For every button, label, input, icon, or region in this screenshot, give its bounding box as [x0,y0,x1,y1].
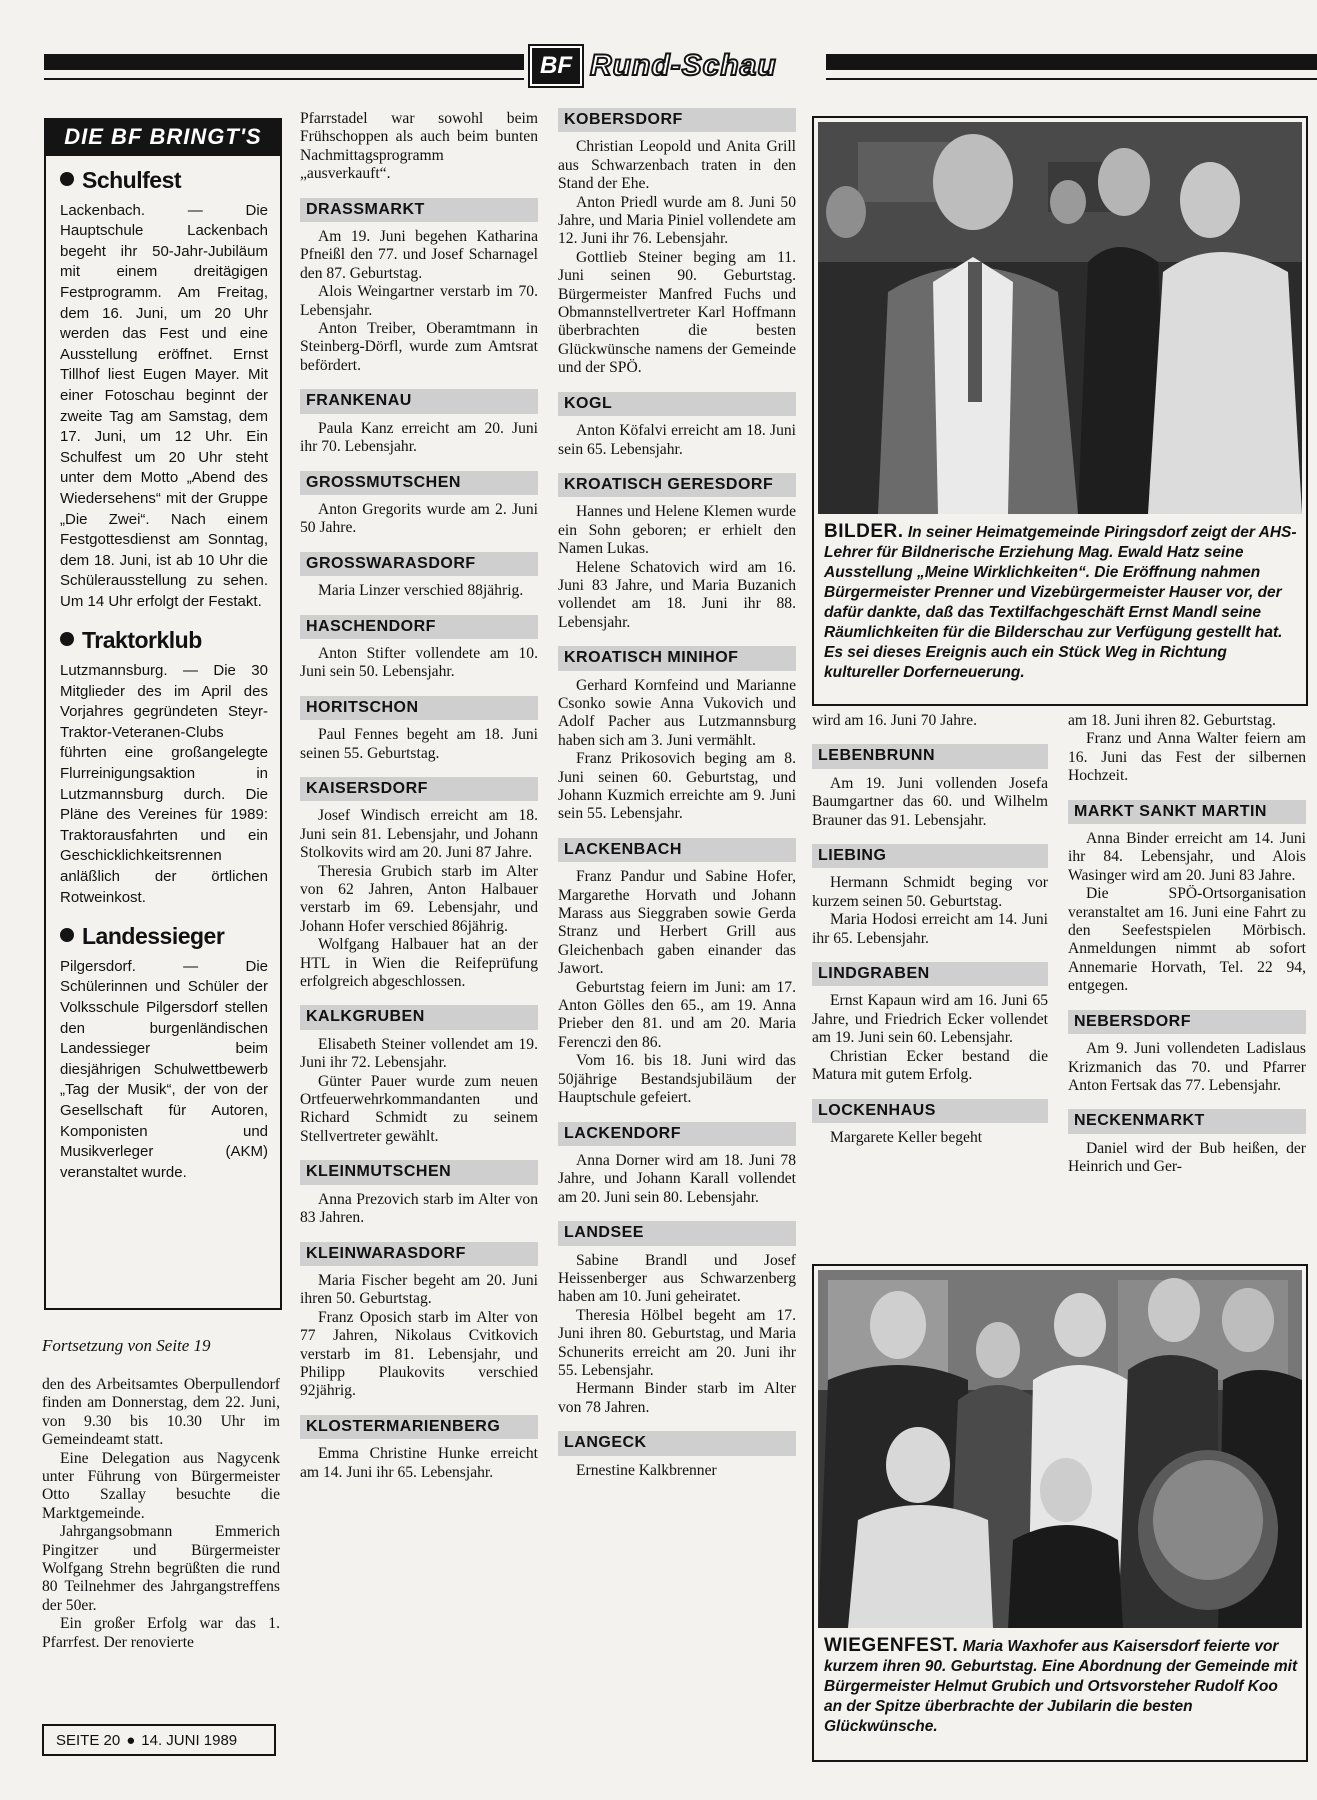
news-paragraph: Anna Binder erreicht am 14. Juni ihr 84. Lebensjahr, und Alois Wasinger wird am 20. Juni 83 Jahre. [1068,830,1306,884]
logo-section: Rund-Schau [590,49,777,82]
news-paragraph: Wolfgang Halbauer hat an der HTL in Wien die Reifeprüfung erfolgreich abgeschlossen. [300,936,538,991]
news-paragraph: Daniel wird der Bub heißen, der Heinrich und Ger- [1068,1139,1306,1176]
birthday-image [818,1270,1302,1628]
news-paragraph: Am 19. Juni begehen Katharina Pfneißl den 77. und Josef Scharnagel den 87. Geburtstag. [300,228,538,282]
sidebar-body [46,167,280,1183]
place-heading: NECKENMARKT [1068,1109,1306,1133]
exhibition-caption [824,522,1298,683]
logo-bf: BF [530,46,582,86]
bullet-icon [60,632,74,646]
news-paragraph: Anton Köfalvi erreicht am 18. Juni sein 65. Lebensjahr. [558,422,796,458]
masthead-rule-left [44,78,524,80]
news-paragraph: Franz Oposich starb im Alter von 77 Jahren, Nikolaus Cvitkovich verstarb im 81. Lebensjahr, und Philipp Plaukovits verschied 92jährig. [300,1308,538,1400]
place-heading: LANGECK [558,1431,796,1455]
column-5 [1068,712,1306,1177]
news-paragraph: Maria Hodosi erreicht am 14. Juni ihr 65. Lebensjahr. [812,911,1048,947]
news-paragraph: Hermann Binder starb im Alter von 78 Jahren. [558,1380,796,1416]
news-paragraph: Theresia Hölbel begeht am 17. Juni ihren 80. Geburtstag, und Maria Schunerits erreicht am 20. Juni ihr 55. Lebensjahr. [558,1306,796,1379]
masthead-rule-right [826,78,1317,80]
place-heading: NEBERSDORF [1068,1010,1306,1034]
place-heading: KLEINWARASDORF [300,1242,538,1266]
place-heading: KOBERSDORF [558,108,796,132]
news-paragraph: Anna Dorner wird am 18. Juni 78 Jahre, und Johann Karall vollendet am 20. Juni sein 80. Lebensjahr. [558,1151,796,1206]
place-heading: KROATISCH MINIHOF [558,646,796,670]
column-intro-2: Franz und Anna Walter feiern am 16. Juni das Fest der silbernen Hochzeit. [1068,730,1306,785]
news-paragraph: Elisabeth Steiner vollendet am 19. Juni ihr 72. Lebensjahr. [300,1035,538,1072]
column-3 [558,104,796,1480]
news-paragraph: Anna Prezovich starb im Alter von 83 Jahren. [300,1190,538,1227]
news-paragraph: Gerhard Kornfeind und Marianne Csonko sowie Anna Vukovich und Adolf Pacher aus Lutzmannsburg haben sich am 3. Juni vermählt. [558,676,796,749]
news-paragraph: Vom 16. bis 18. Juni wird das 50jährige Bestandsjubiläum der Hauptschule gefeiert. [558,1052,796,1107]
column-intro: Pfarrstadel war sowohl beim Frühschoppen als auch beim bunten Nachmittagsprogramm „ausverkauft“. [300,110,538,183]
caption-lead: BILDER. [824,521,904,542]
place-heading: KROATISCH GERESDORF [558,473,796,497]
news-paragraph: Christian Leopold und Anita Grill aus Schwarzenbach traten in den Stand der Ehe. [558,138,796,193]
birthday-caption [824,1636,1298,1737]
news-paragraph: Alois Weingartner verstarb im 70. Lebensjahr. [300,283,538,319]
place-heading: MARKT SANKT MARTIN [1068,800,1306,824]
continuation-label: Fortsetzung von Seite 19 [42,1336,211,1355]
sidebar-heading: Schulfest [60,170,268,191]
news-paragraph: Theresia Grubich starb im Alter von 62 Jahren, Anton Halbauer verstarb im 69. Lebensjahr, und Johann Hofer verschied 86jährig. [300,862,538,935]
photo-exhibition [812,116,1308,706]
news-paragraph: Paula Kanz erreicht am 20. Juni ihr 70. Lebensjahr. [300,419,538,456]
caption-text: Maria Waxhofer aus Kaisersdorf feierte vor kurzem ihren 90. Geburtstag. Eine Abordnung der Gemeinde mit Bürgermeister Helmut Grubich und Ortsvorsteher Rudolf Koo an der Spitze überbrachte der Jubilarin die besten Glückwünsche. [824,1638,1298,1735]
news-paragraph: Franz Pandur und Sabine Hofer, Margarethe Horvath und Johann Marass aus Sieggraben sowie Gerda Stranz und Herbert Grill aus Gleichenbach gaben einander das Jawort. [558,868,796,978]
news-paragraph: Sabine Brandl und Josef Heissenberger aus Schwarzenberg haben am 10. Juni geheiratet. [558,1251,796,1306]
place-heading: LACKENDORF [558,1122,796,1146]
place-heading: KLOSTERMARIENBERG [300,1415,538,1439]
news-paragraph: Maria Fischer begeht am 20. Juni ihren 50. Geburtstag. [300,1271,538,1308]
news-paragraph: Emma Christine Hunke erreicht am 14. Juni ihr 65. Lebensjahr. [300,1445,538,1481]
news-paragraph: Hermann Schmidt beging vor kurzem seinen 50. Geburtstag. [812,874,1048,910]
sidebar-text: Lackenbach. — Die Hauptschule Lackenbach begeht ihr 50-Jahr-Jubiläum mit einem dreitägigen Festprogramm. Am Freitag, dem 16. Juni, um 20 Uhr werden das Fest und eine Ausstellung eröffnet. Ernst Tillhof liest Eugen Mayer. Mit einer Fotoschau beginnt der zweite Tag am Samstag, dem 17. Juni, um 12 Uhr. Ein Schulfest um 20 Uhr steht unter dem Motto „Abend des Wiedersehens“ mit der Gruppe „Die Zwei“. Nach einem Festgottesdienst am Sonntag, dem 18. Juni, ist ab 10 Uhr die Schülerausstellung zu sehen. Um 14 Uhr erfolgt der Festakt. [60,201,268,610]
news-paragraph: Margarete Keller begeht [830,1128,983,1146]
place-heading: FRANKENAU [300,389,538,413]
place-heading: LINDGRABEN [812,962,1048,986]
place-heading: HORITSCHON [300,696,538,720]
news-paragraph: Ernestine Kalkbrenner [576,1461,717,1479]
news-paragraph: Am 19. Juni vollenden Josefa Baumgartner das 60. und Wilhelm Brauner das 91. Lebensjahr. [812,774,1048,829]
news-paragraph: Anton Stifter vollendete am 10. Juni sein 50. Lebensjahr. [300,644,538,681]
sidebar-box [44,118,282,1310]
birthday-photo-icon [818,1270,1302,1628]
news-paragraph: Maria Linzer verschied 88jährig. [318,582,524,600]
column-intro: am 18. Juni ihren 82. Geburtstag. [1068,712,1276,729]
exhibition-photo-icon [818,122,1302,514]
caption-lead: WIEGENFEST. [824,1635,959,1656]
place-heading: GROSSWARASDORF [300,552,538,576]
news-paragraph: Helene Schatovich wird am 16. Juni 83 Jahre, und Maria Buzanich vollendet am 18. Juni ihr 88. Lebensjahr. [558,558,796,631]
news-paragraph: Hannes und Helene Klemen wurde ein Sohn geboren; er erhielt den Namen Lukas. [558,503,796,558]
place-heading: LEBENBRUNN [812,744,1048,768]
masthead-bar-left [44,54,524,70]
sidebar-heading: Landessieger [60,926,268,947]
sidebar-text: Pilgersdorf. — Die Schülerinnen und Schüler der Volksschule Pilgersdorf stellen den burgenländischen Landessieger beim diesjährigen Schulwettbewerb „Tag der Musik“, der von der Gesellschaft für Autoren, Komponisten und Musikverleger (AKM) veranstaltet wurde. [60,957,268,1181]
news-paragraph: Paul Fennes begeht am 18. Juni seinen 55. Geburtstag. [300,726,538,762]
place-heading: LOCKENHAUS [812,1099,1048,1123]
sidebar-title: DIE BF BRINGT'S [46,120,280,156]
column-2 [300,110,538,1482]
place-heading: KAISERSDORF [300,777,538,801]
news-paragraph: Ernst Kapaun wird am 16. Juni 65 Jahre, und Friedrich Ecker vollendet am 19. Juni sein 60. Lebensjahr. [812,992,1048,1047]
news-paragraph: Anton Priedl wurde am 8. Juni 50 Jahre, und Maria Piniel vollendete am 12. Juni ihr 76. Lebensjahr. [558,193,796,248]
sidebar-heading: Traktorklub [60,630,268,651]
place-heading: LIEBING [812,844,1048,868]
page-number: SEITE 20 [56,1731,121,1749]
place-heading: KOGL [558,392,796,416]
column-intro: wird am 16. Juni 70 Jahre. [812,712,978,729]
masthead-bar-right [826,54,1317,70]
place-heading: KALKGRUBEN [300,1005,538,1029]
exhibition-image [818,122,1302,514]
continuation-text: den des Arbeitsamtes Oberpullendorf finden am Donnerstag, dem 22. Juni, von 9.30 bis 10.30 Uhr im Gemeindeamt statt. Eine Delegation aus Nagycenk unter Führung von Bürgermeister Otto Szallay besuchte die Marktgemeinde. Jahrgangsobmann Emmerich Pingitzer und Bürgermeister Wolfgang Strehn begrüßten die rund 80 Teilnehmer des Jahrgangstreffens der 50er. Ein großer Erfolg war das 1. Pfarrfest. Der renovierte [42,1376,280,1651]
page-date: 14. JUNI 1989 [141,1731,238,1749]
news-paragraph: Gottlieb Steiner beging am 11. Juni seinen 90. Geburtstag. Bürgermeister Manfred Fuchs und Obmannstellvertreter Karl Hoffmann überbrachten die besten Glückwünsche namens der Gemeinde und der SPÖ. [558,248,796,377]
sidebar-text: Lutzmannsburg. — Die 30 Mitglieder des im April des Vorjahres gegründeten Steyr-Traktor-Veteranen-Clubs führten eine großangelegte Flurreinigungsaktion in Lutzmannsburg durch. Die Pläne des Vereines für 1989: Traktorausfahrten und ein Geschicklichkeitsrennen anläßlich der örtlichen Rotweinkost. [60,662,268,906]
column-4 [812,712,1048,1147]
page-footer [42,1724,276,1756]
bullet-icon [60,172,74,186]
news-paragraph: Anton Treiber, Oberamtmann in Steinberg-Dörfl, wurde zum Amtsrat befördert. [300,320,538,374]
news-paragraph: Franz Prikosovich beging am 8. Juni seinen 60. Geburtstag, und Johann Kuzmich erreichte am 9. Juni sein 55. Lebensjahr. [558,750,796,823]
news-paragraph: Anton Gregorits wurde am 2. Juni 50 Jahre. [300,500,538,537]
footer-dot-icon: ● [126,1731,136,1749]
masthead-logo [530,46,822,86]
place-heading: KLEINMUTSCHEN [300,1160,538,1184]
photo-birthday [812,1264,1308,1762]
place-heading: DRASSMARKT [300,198,538,222]
news-paragraph: Josef Windisch erreicht am 18. Juni sein 81. Lebensjahr, und Johann Stolkovits wird am 20. Juni 87 Jahre. [300,807,538,862]
place-heading: LANDSEE [558,1221,796,1245]
news-paragraph: Die SPÖ-Ortsorganisation veranstaltet am 16. Juni eine Fahrt zu den Seefestspielen Mörbisch. Anmeldungen nimmt ab sofort Annemarie Horvath, Tel. 22 94, entgegen. [1068,885,1306,995]
place-heading: HASCHENDORF [300,615,538,639]
place-heading: GROSSMUTSCHEN [300,471,538,495]
news-paragraph: Günter Pauer wurde zum neuen Ortfeuerwehrkommandanten und Richard Schmidt zu seinem Stellvertreter gewählt. [300,1072,538,1145]
news-paragraph: Geburtstag feiern im Juni: am 17. Anton Gölles den 65., am 19. Anna Prieber den 81. und am 20. Maria Ferenczi den 86. [558,978,796,1051]
caption-text: In seiner Heimatgemeinde Piringsdorf zeigt der AHS-Lehrer für Bildnerische Erziehung Mag. Ewald Hatz seine Ausstellung „Meine Wirklichkeiten“. Die Eröffnung nahmen Bürgermeister Prenner und Vizebürgermeister Hauser vor, der dafür dankte, daß das Textilfachgeschäft Ernst Mandl seine Räumlichkeiten für die Bilderschau zur Verfügung gestellt hat. Es sei dieses Ereignis auch ein Stück Weg in Richtung kultureller Dorferneuerung. [824,524,1297,681]
bullet-icon [60,928,74,942]
place-heading: LACKENBACH [558,838,796,862]
news-paragraph: Christian Ecker bestand die Matura mit gutem Erfolg. [812,1047,1048,1084]
news-paragraph: Am 9. Juni vollendeten Ladislaus Krizmanich das 70. und Pfarrer Anton Fertsak das 77. Lebensjahr. [1068,1040,1306,1094]
